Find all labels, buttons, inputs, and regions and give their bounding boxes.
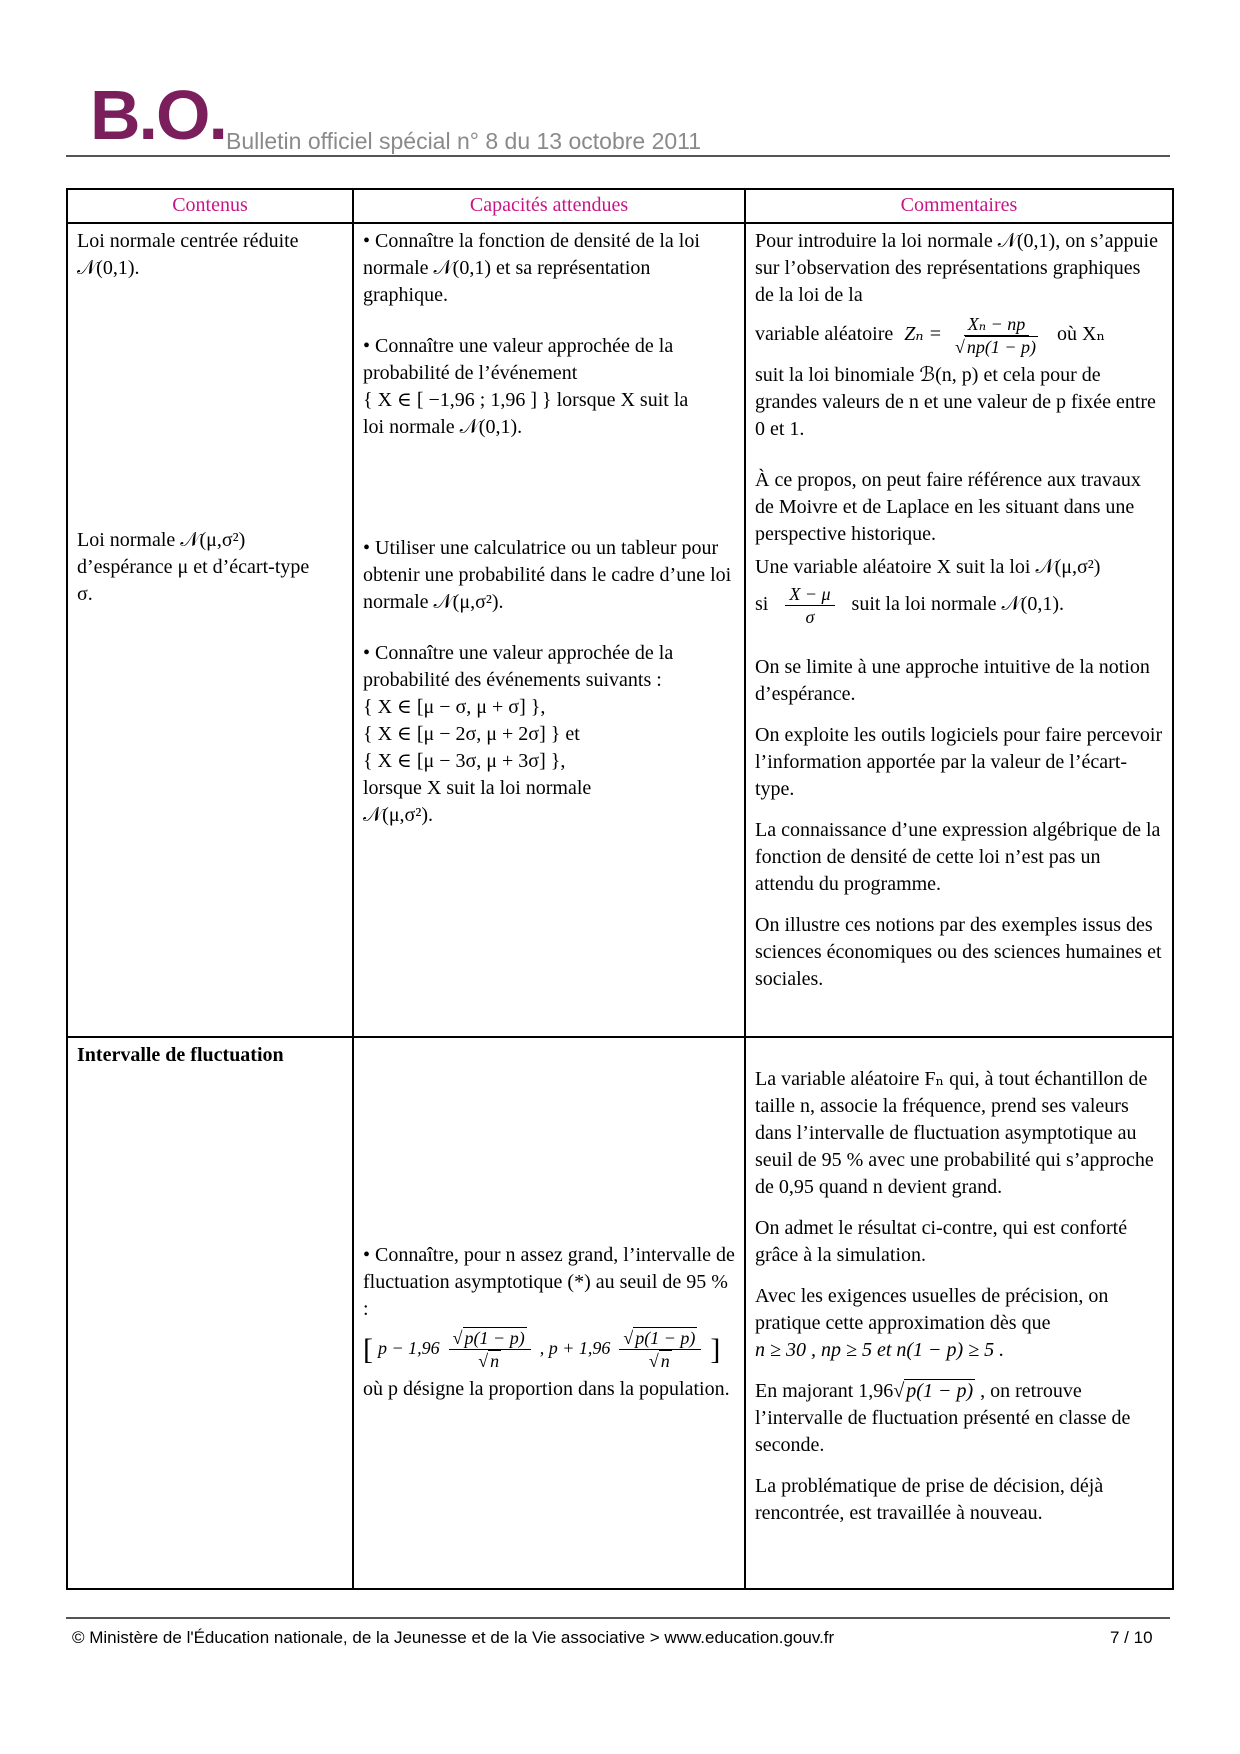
math-line: { X ∈ [μ − 3σ, μ + 3σ] }, xyxy=(363,750,566,772)
formula-zn: Zₙ = xyxy=(904,323,942,346)
paragraph: • Utiliser une calculatrice ou un tableur pour obtenir une probabilité dans le cadre d’une loi normale 𝒩(μ,σ²). xyxy=(363,537,732,613)
text-line: loi normale 𝒩(0,1). xyxy=(363,416,523,438)
math-line: { X ∈ [μ − σ, μ + σ] }, xyxy=(363,696,546,718)
paragraph: • Connaître la fonction de densité de la loi normale 𝒩(0,1) et sa représentation graphique. xyxy=(363,230,700,306)
paragraph: On se limite à une approche intuitive de la notion d’espérance. xyxy=(755,656,1150,705)
bracket-left: [ xyxy=(363,1333,373,1366)
bracket-right: ] xyxy=(710,1333,721,1366)
math-line: { X ∈ [ −1,96 ; 1,96 ] } lorsque X suit la xyxy=(363,389,689,411)
formula-line xyxy=(755,313,1163,358)
cell-contenus-intervalle xyxy=(67,1037,353,1589)
sqrt-argument: p(1 − p) xyxy=(464,1328,525,1348)
fraction-numerator: X − μ xyxy=(785,583,834,606)
paragraph: • Connaître une valeur approchée de la probabilité des événements suivants : xyxy=(363,642,674,691)
text-line: 𝒩(0,1). xyxy=(77,257,140,279)
paragraph: À ce propos, on peut faire référence aux travaux de Moivre et de Laplace en les situant dans une perspective historique. xyxy=(755,469,1141,545)
fraction-denominator: √ n xyxy=(648,1351,670,1371)
paragraph: • Connaître, pour n assez grand, l’intervalle de fluctuation asymptotique (*) au seuil de 95 % : xyxy=(363,1244,735,1320)
sqrt-argument: p(1 − p) xyxy=(635,1328,696,1348)
text-line: lorsque X suit la loi normale xyxy=(363,777,592,799)
footer-divider xyxy=(66,1617,1170,1619)
sqrt-argument: n xyxy=(490,1351,500,1371)
section-title: Intervalle de fluctuation xyxy=(77,1044,284,1066)
paragraph: Avec les exigences usuelles de précision, on pratique cette approximation dès que xyxy=(755,1285,1109,1334)
fraction-denominator: √ n xyxy=(478,1351,500,1371)
fraction-numerator: √ p(1 − p) xyxy=(619,1327,701,1350)
fraction-numerator: √ p(1 − p) xyxy=(449,1327,531,1350)
footer-copyright: © Ministère de l'Éducation nationale, de la Jeunesse et de la Vie associative > www.education.gouv.fr xyxy=(72,1628,835,1647)
paragraph: On exploite les outils logiciels pour faire percevoir l’information apportée par la valeur de l’écart-type. xyxy=(755,724,1163,800)
interval-formula xyxy=(363,1327,735,1372)
text-line: σ. xyxy=(77,583,93,605)
sqrt-argument: np(1 − p) xyxy=(966,337,1037,357)
header-divider xyxy=(66,155,1170,157)
cell-commentaires-loi-normale xyxy=(745,223,1173,1037)
formula-line xyxy=(755,583,1163,628)
text-span: où Xₙ xyxy=(1057,323,1106,346)
math-line: { X ∈ [μ − 2σ, μ + 2σ] } et xyxy=(363,723,580,745)
text-line: 𝒩(μ,σ²). xyxy=(363,804,433,826)
cell-commentaires-intervalle xyxy=(745,1037,1173,1589)
cell-capacites-loi-normale xyxy=(353,223,745,1037)
column-header-contenus: Contenus xyxy=(67,189,353,223)
fraction-denominator: √ np(1 − p) xyxy=(954,337,1037,357)
fraction xyxy=(619,1327,701,1372)
text-span: , on retrouve xyxy=(980,1380,1082,1402)
cell-contenus-loi-normale xyxy=(67,223,353,1037)
paragraph: Une variable aléatoire X suit la loi 𝒩(μ,σ²) xyxy=(755,556,1101,578)
text-span: En majorant 1,96 xyxy=(755,1380,894,1402)
text-line: d’espérance μ et d’écart-type xyxy=(77,556,310,578)
column-header-commentaires: Commentaires xyxy=(745,189,1173,223)
fraction-numerator: Xₙ − np xyxy=(964,313,1029,336)
text-line: Loi normale centrée réduite xyxy=(77,230,299,252)
fraction xyxy=(449,1327,531,1372)
math-line: n ≥ 30 , np ≥ 5 et n(1 − p) ≥ 5 . xyxy=(755,1339,1005,1361)
sqrt-argument: p(1 − p) xyxy=(906,1380,974,1402)
cell-capacites-intervalle xyxy=(353,1037,745,1589)
paragraph: où p désigne la proportion dans la population. xyxy=(363,1378,730,1400)
fraction-denominator: σ xyxy=(805,607,815,627)
formula-line xyxy=(755,1378,1163,1405)
text-span: si xyxy=(755,593,769,616)
paragraph: On illustre ces notions par des exemples issus des sciences économiques ou des sciences humaines et sociales. xyxy=(755,914,1162,990)
paragraph: La connaissance d’une expression algébrique de la fonction de densité de cette loi n’est pas un attendu du programme. xyxy=(755,819,1161,895)
fraction xyxy=(785,583,834,628)
program-table xyxy=(66,188,1174,1590)
paragraph: • Connaître une valeur approchée de la probabilité de l’événement xyxy=(363,335,674,384)
interval-lower: p − 1,96 xyxy=(378,1338,440,1359)
paragraph: suit la loi binomiale ℬ(n, p) et cela pour de grandes valeurs de n et une valeur de p fixée entre 0 et 1. xyxy=(755,364,1156,440)
interval-upper: , p + 1,96 xyxy=(539,1338,611,1359)
text-line: Loi normale 𝒩(μ,σ²) xyxy=(77,529,246,551)
paragraph: Pour introduire la loi normale 𝒩(0,1), on s’appuie sur l’observation des représentations graphiques de la loi de la xyxy=(755,230,1158,306)
page-subtitle: Bulletin officiel spécial n° 8 du 13 octobre 2011 xyxy=(226,128,702,154)
sqrt-sign: √ xyxy=(893,1380,905,1402)
page-number: 7 / 10 xyxy=(1110,1628,1153,1647)
fraction xyxy=(951,313,1042,358)
paragraph: La variable aléatoire Fₙ qui, à tout échantillon de taille n, associe la fréquence, prend ses valeurs dans l’intervalle de fluctuation asymptotique au seuil de 95 % avec une probabilité qui s’approche de 0,95 quand n devient grand. xyxy=(755,1068,1154,1198)
paragraph: On admet le résultat ci-contre, qui est conforté grâce à la simulation. xyxy=(755,1217,1128,1266)
paragraph: l’intervalle de fluctuation présenté en classe de seconde. xyxy=(755,1407,1131,1456)
paragraph: La problématique de prise de décision, déjà rencontrée, est travaillée à nouveau. xyxy=(755,1475,1104,1524)
bo-logo: B.O. xyxy=(90,76,226,154)
text-span: variable aléatoire xyxy=(755,323,894,346)
text-span: suit la loi normale 𝒩(0,1). xyxy=(851,593,1064,616)
sqrt-argument: n xyxy=(660,1351,670,1371)
column-header-capacites: Capacités attendues xyxy=(353,189,745,223)
